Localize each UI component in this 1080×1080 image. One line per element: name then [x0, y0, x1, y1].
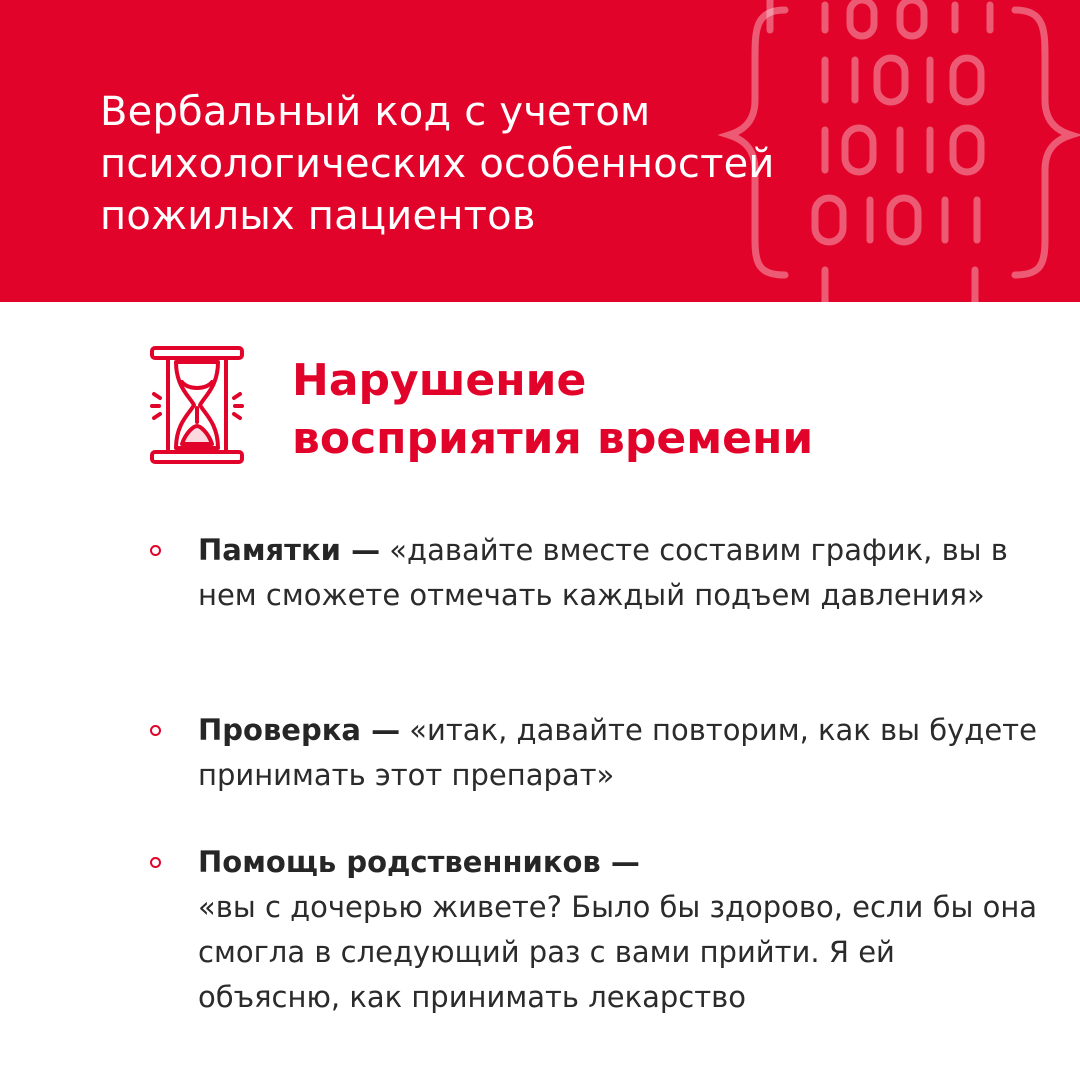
list-item-label: Проверка — [198, 713, 401, 747]
list-item-quote: «вы с дочерью живете? Было бы здорово, если бы она смогла в следующий раз с вами прийти. Я ей объясню, как принимать лекарство [198, 890, 1038, 1014]
list-item-label: Помощь родственников — [198, 845, 640, 879]
bullet-circle-icon [150, 545, 161, 556]
list-item-text [198, 840, 1038, 1020]
hourglass-icon [146, 342, 248, 468]
list-item-label: Памятки — [198, 533, 381, 567]
section-title-line2: восприятия времени [292, 413, 814, 464]
list-item-quote: «итак, давайте повторим, как вы будете принимать этот препарат» [198, 713, 1037, 792]
list-item-text [198, 708, 1038, 798]
header-banner [0, 0, 1080, 302]
section-title-line1: Нарушение [292, 355, 587, 406]
list-item-quote: «давайте вместе составим график, вы в нем сможете отмечать каждый подъем давления» [198, 533, 1008, 612]
bullet-circle-icon [150, 725, 161, 736]
list-item-text [198, 528, 1038, 618]
page-title: Вербальный код с учетом психологических особенностей пожилых пациентов [100, 89, 775, 239]
section-title [292, 352, 813, 468]
bullet-circle-icon [150, 857, 161, 868]
